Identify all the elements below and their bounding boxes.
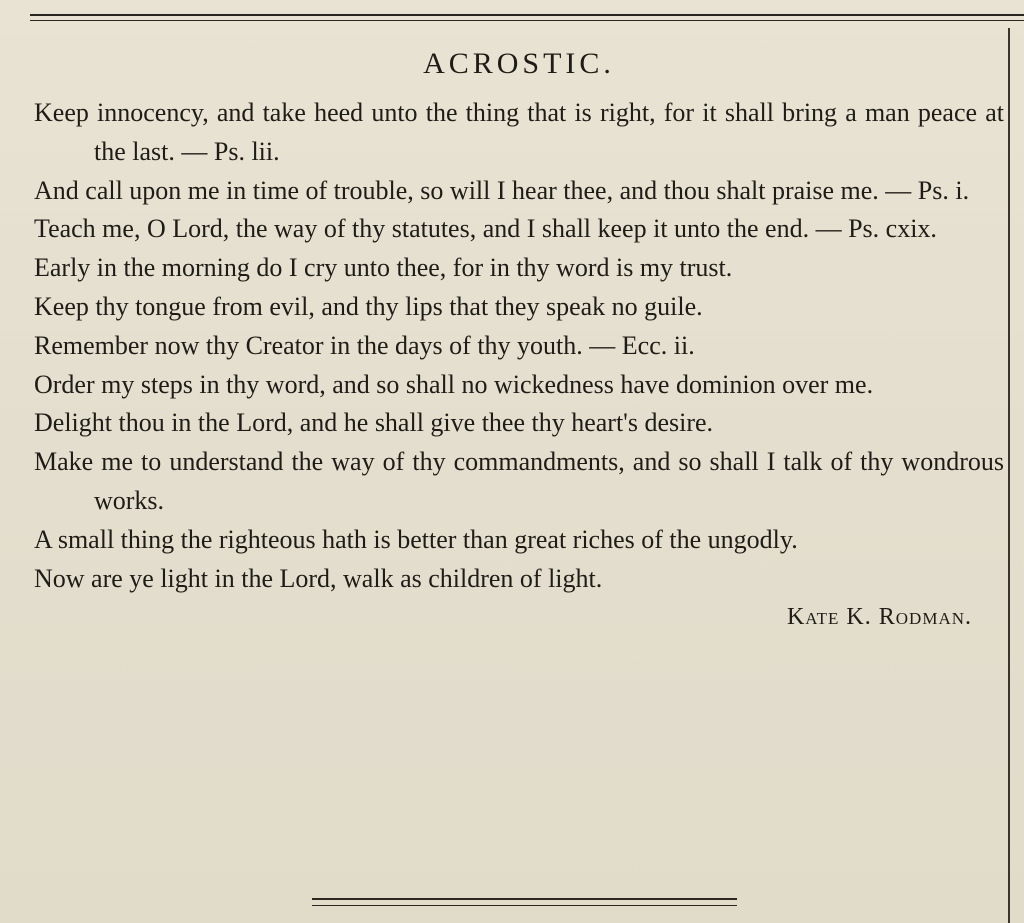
verse-line: Delight thou in the Lord, and he shall give thee thy heart's desire. xyxy=(34,408,714,438)
verse-line: Early in the morning do I cry unto thee, for in thy word is my trust. xyxy=(34,253,733,283)
article-title: ACROSTIC. xyxy=(423,47,615,80)
verse-line: Make me to understand the way of thy commandments, and so shall I talk of thy wondrous works. xyxy=(34,447,1004,515)
bottom-rule xyxy=(312,898,737,900)
author-signature: Kate K. Rodman. xyxy=(786,604,972,631)
verse-line: A small thing the righteous hath is better than great riches of the ungodly. xyxy=(34,524,798,554)
verse-line: Keep innocency, and take heed unto the thing that is right, for it shall bring a man peace at the last. — Ps. lii. xyxy=(34,98,1004,166)
top-rule-thin xyxy=(30,20,1024,21)
acrostic-article xyxy=(34,44,1004,636)
verse-line: Remember now thy Creator in the days of thy youth. — Ecc. ii. xyxy=(34,330,695,360)
verse-line: Now are ye light in the Lord, walk as children of light. xyxy=(34,563,603,593)
bottom-rule-thin xyxy=(312,905,737,906)
verse-line: Keep thy tongue from evil, and thy lips that they speak no guile. xyxy=(34,291,703,321)
top-rule xyxy=(30,14,1024,16)
verse-line: Order my steps in thy word, and so shall no wickedness have dominion over me. xyxy=(34,369,874,399)
verse-line: And call upon me in time of trouble, so will I hear thee, and thou shalt praise me. — Ps. i. xyxy=(34,175,970,205)
column-divider xyxy=(1008,28,1010,923)
verse-line: Teach me, O Lord, the way of thy statutes, and I shall keep it unto the end. — Ps. cxix. xyxy=(34,214,937,244)
